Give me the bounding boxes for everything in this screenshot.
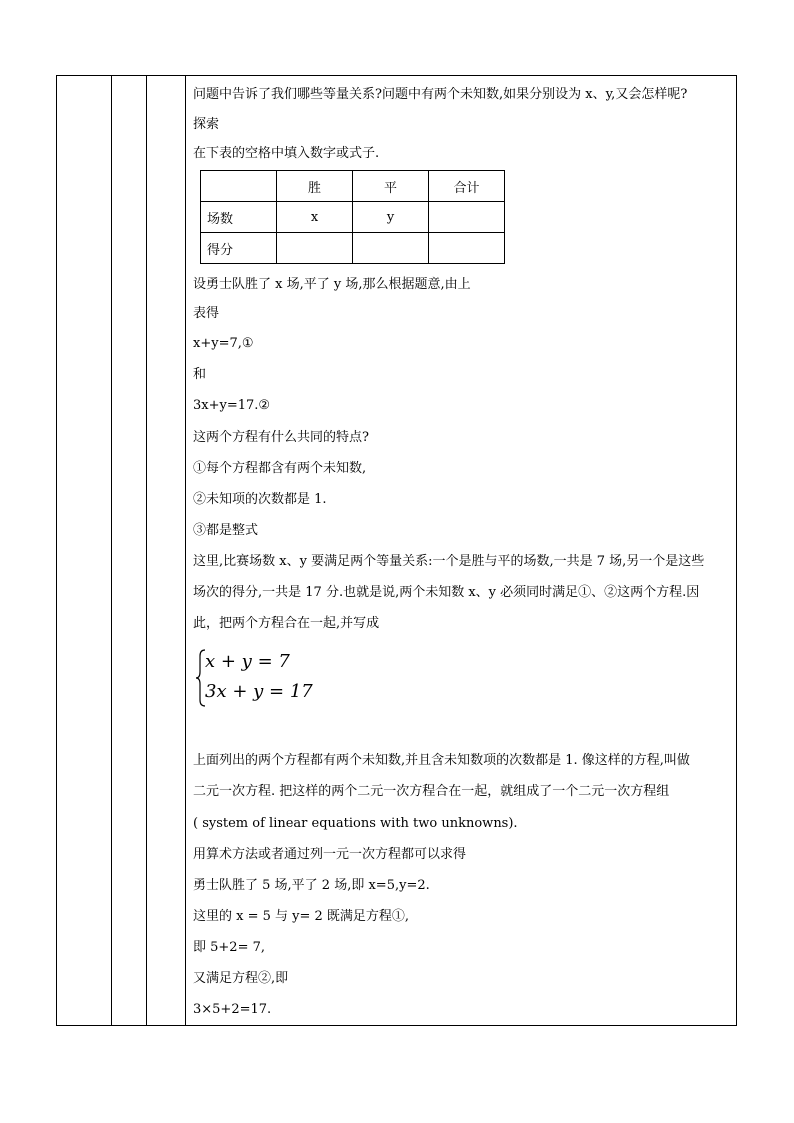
table-cell xyxy=(353,233,429,264)
heading-explore: 探索 xyxy=(193,117,220,132)
text-line: 3×5+2=17. xyxy=(193,1002,272,1017)
paragraph-line: 这里,比赛场数 x、y 要满足两个等量关系:一个是胜与平的场数,一共是 7 场,另一个是这些 xyxy=(193,554,705,569)
text-line: 又满足方程②,即 xyxy=(193,971,289,986)
text-line: 即 5+2= 7, xyxy=(193,940,265,955)
system-equation-1: x + y = 7 xyxy=(205,651,290,672)
feature-item: ①每个方程都含有两个未知数, xyxy=(193,461,367,476)
paragraph-line: 场次的得分,一共是 17 分.也就是说,两个未知数 x、y 必须同时满足①、②这两个方程.因 xyxy=(193,585,700,600)
table-row-label: 场数 xyxy=(201,202,277,233)
paragraph-line: ( system of linear equations with two unknowns). xyxy=(193,816,518,831)
instruction-line: 在下表的空格中填入数字或式子. xyxy=(193,146,380,161)
equation-1: x+y=7,① xyxy=(193,336,254,351)
equation-2: 3x+y=17.② xyxy=(193,398,271,413)
table-row-label: 得分 xyxy=(201,233,277,264)
text-line: 用算术方法或者通过列一元一次方程都可以求得 xyxy=(193,847,467,862)
text-line: 勇士队胜了 5 场,平了 2 场,即 x=5,y=2. xyxy=(193,878,430,893)
paragraph-line: 二元一次方程. 把这样的两个二元一次方程合在一起，就组成了一个二元一次方程组 xyxy=(193,784,670,799)
table-header-cell: 合计 xyxy=(429,171,505,202)
equation-system xyxy=(195,648,315,708)
text-line: 表得 xyxy=(193,306,220,321)
column-divider xyxy=(146,76,147,1025)
column-divider xyxy=(185,76,186,1025)
table-cell xyxy=(429,202,505,233)
feature-item: ②未知项的次数都是 1. xyxy=(193,492,327,507)
table-header-row xyxy=(201,171,505,202)
text-line: 和 xyxy=(193,367,207,382)
table-cell: y xyxy=(353,202,429,233)
table-header-cell: 平 xyxy=(353,171,429,202)
question-line: 问题中告诉了我们哪些等量关系?问题中有两个未知数,如果分别设为 x、y,又会怎样呢? xyxy=(193,87,688,102)
column-divider xyxy=(111,76,112,1025)
table-row xyxy=(201,202,505,233)
system-equation-2: 3x + y = 17 xyxy=(205,681,313,702)
text-line: 这里的 x = 5 与 y= 2 既满足方程①, xyxy=(193,909,410,924)
table-cell xyxy=(429,233,505,264)
table-cell xyxy=(277,233,353,264)
table-row xyxy=(201,233,505,264)
text-line: 这两个方程有什么共同的特点? xyxy=(193,430,369,445)
paragraph-line: 此，把两个方程合在一起,并写成 xyxy=(193,616,380,631)
table-header-cell: 胜 xyxy=(277,171,353,202)
table-cell: x xyxy=(277,202,353,233)
text-line: 设勇士队胜了 x 场,平了 y 场,那么根据题意,由上 xyxy=(193,277,471,292)
fill-in-table xyxy=(200,170,505,264)
feature-item: ③都是整式 xyxy=(193,523,259,538)
table-cell xyxy=(201,171,277,202)
paragraph-line: 上面列出的两个方程都有两个未知数,并且含未知数项的次数都是 1. 像这样的方程,叫做 xyxy=(193,753,690,768)
